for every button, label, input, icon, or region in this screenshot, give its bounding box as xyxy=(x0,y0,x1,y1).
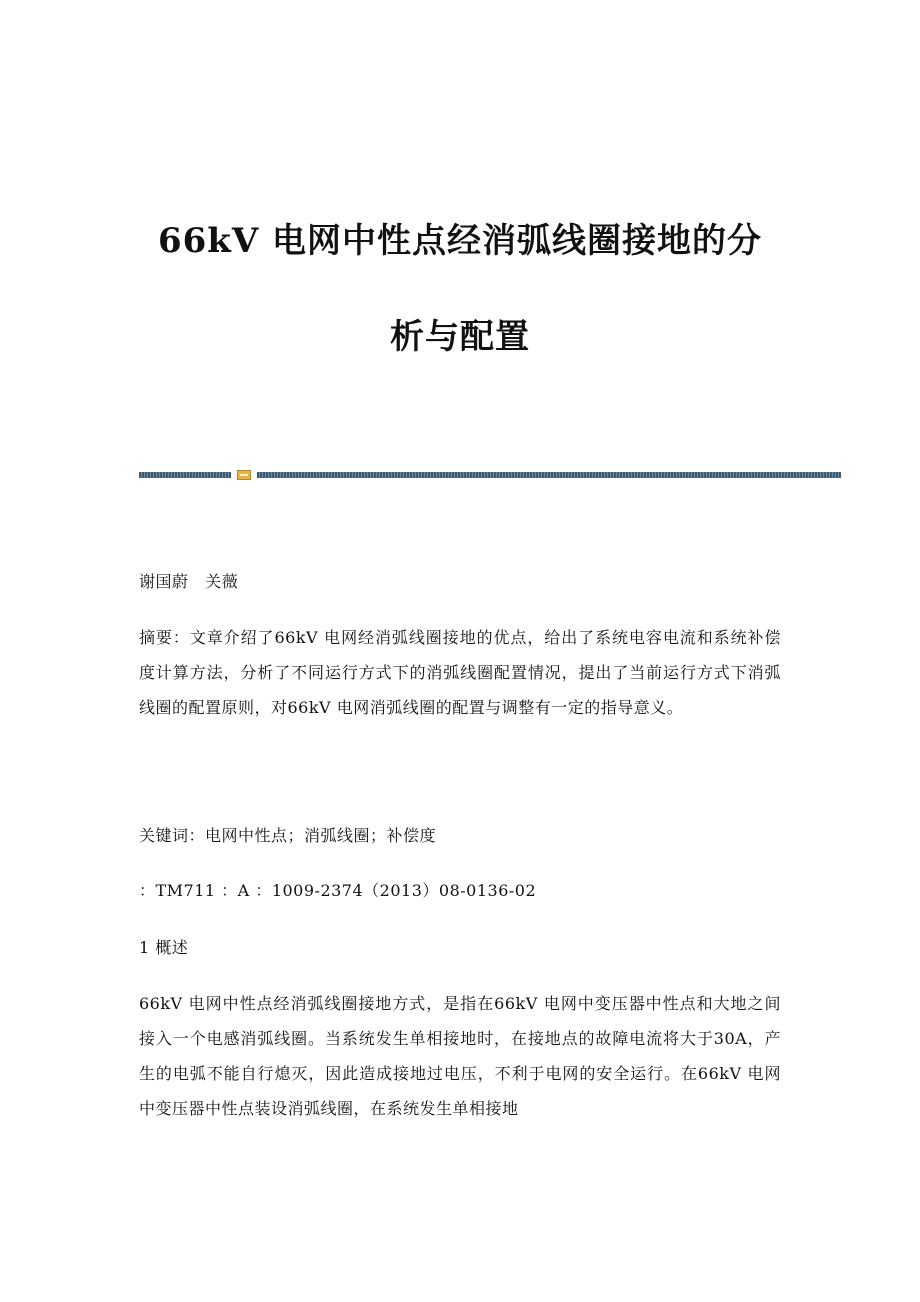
title-divider xyxy=(139,470,841,480)
divider-bar-right xyxy=(257,472,841,478)
section-heading: 1 概述 xyxy=(139,938,189,957)
divider-ornament-icon xyxy=(237,470,251,480)
classification-line: ：TM711 ：A ：1009-2374（2013）08-0136-02 xyxy=(139,881,537,900)
document-title-line-1: 66kV 电网中性点经消弧线圈接地的分 xyxy=(157,221,763,261)
abstract-paragraph: 摘要：文章介绍了66kV 电网经消弧线圈接地的优点，给出了系统电容电流和系统补偿度计算方法，分析了不同运行方式下的消弧线圈配置情况，提出了当前运行方式下消弧线圈的配置原则，对66kV 电网消弧线圈的配置与调整有一定的指导意义。 xyxy=(139,628,781,717)
divider-bar-left xyxy=(139,472,231,478)
author-line: 谢国蔚 关薇 xyxy=(139,572,239,591)
keywords-line: 关键词：电网中性点；消弧线圈；补偿度 xyxy=(139,826,437,845)
document-title-line-2: 析与配置 xyxy=(390,317,530,357)
body-paragraph: 66kV 电网中性点经消弧线圈接地方式，是指在66kV 电网中变压器中性点和大地之间接入一个电感消弧线圈。当系统发生单相接地时，在接地点的故障电流将大于30A，产生的电弧不能自行熄灭，因此造成接地过电压，不利于电网的安全运行。在66kV 电网中变压器中性点装设消弧线圈，在系统发生单相接地 xyxy=(139,994,781,1118)
